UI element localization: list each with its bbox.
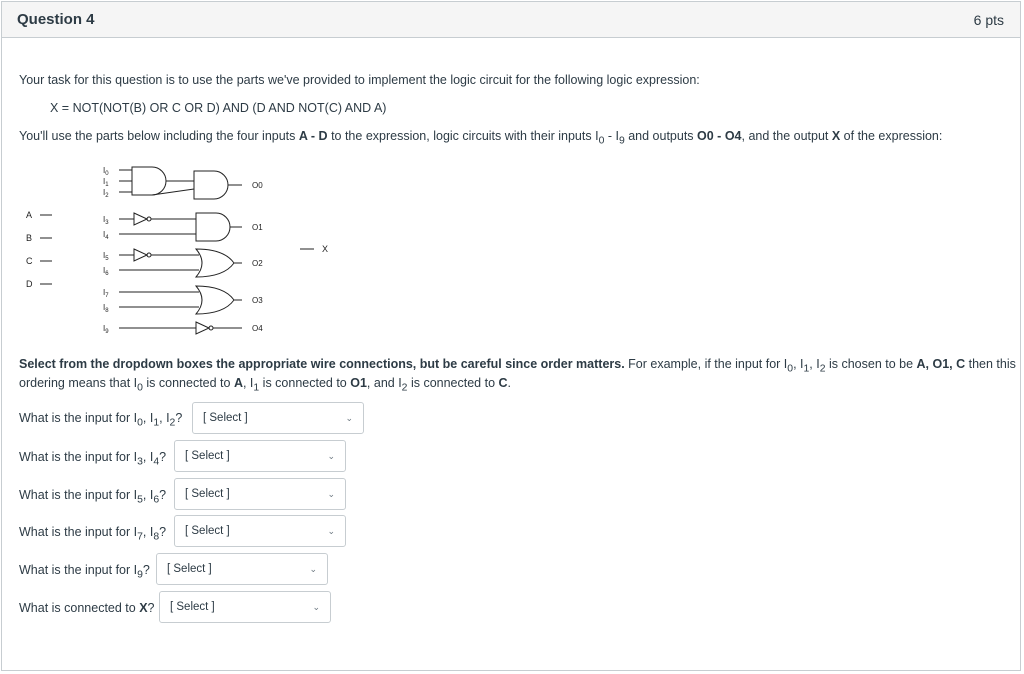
question-i5-i6-label: What is the input for $I_5$, $I_6$?	[19, 488, 167, 506]
chevron-down-icon: ⌄	[345, 412, 353, 423]
and-gate-1	[132, 167, 166, 195]
chevron-down-icon: ⌄	[327, 525, 335, 536]
parts-text: You'll use the parts below including the four inputs A - D to the expression, logic circuits with their inputs $I_0 - I_9$ and outputs O0 - O4, and the output X of the expression:	[19, 129, 943, 147]
question-i0-i1-i2-label: What is the input for $I_0$, $I_1$, $I_2$?	[19, 411, 183, 429]
select-value: [ Select ]	[185, 525, 230, 537]
output-label-o4: O4	[252, 324, 263, 333]
input-label-b: B	[26, 233, 33, 243]
gate-input-label-i7: $I_7$	[103, 288, 109, 299]
task-text: Your task for this question is to use the parts we've provided to implement the logic circuit for the following logic expression:	[19, 73, 700, 87]
chevron-down-icon: ⌄	[312, 601, 320, 612]
not-gate-3	[196, 322, 209, 334]
select-value: [ Select ]	[185, 450, 230, 462]
chevron-down-icon: ⌄	[327, 450, 335, 461]
circuit-diagram	[2, 2, 1022, 347]
output-label-o2: O2	[252, 259, 263, 268]
select-i9[interactable]	[156, 553, 328, 585]
select-value: [ Select ]	[203, 412, 248, 424]
gate-input-label-i4: $I_4$	[103, 230, 109, 241]
and-gate-3	[196, 213, 230, 241]
question-card	[1, 1, 1021, 671]
input-label-a: A	[26, 210, 33, 220]
instructions-line-1: Select from the dropdown boxes the appropriate wire connections, but be careful since order matters. For example, if the input for $I_0$, $I_1$, $I_2$ is chosen to be A, O1, C then this	[19, 357, 1016, 375]
select-value: [ Select ]	[185, 488, 230, 500]
gate-input-label-i9: $I_9$	[103, 324, 109, 335]
or-gate-1	[196, 249, 234, 277]
question-i9-label: What is the input for $I_9$?	[19, 563, 150, 581]
gate-input-label-i6: $I_6$	[103, 266, 109, 277]
gate-input-label-i1: $I_1$	[103, 177, 109, 188]
question-title: Question 4	[17, 11, 95, 28]
gate-input-label-i0: $I_0$	[103, 166, 109, 177]
question-i7-i8-label: What is the input for $I_7$, $I_8$?	[19, 525, 167, 543]
input-label-d: D	[26, 279, 33, 289]
output-label-o1: O1	[252, 223, 263, 232]
chevron-down-icon: ⌄	[309, 563, 317, 574]
select-i3-i4[interactable]	[174, 440, 346, 472]
logic-expression: X = NOT(NOT(B) OR C OR D) AND (D AND NOT(C) AND A)	[50, 101, 387, 115]
select-x[interactable]	[159, 591, 331, 623]
select-i0-i1-i2[interactable]	[192, 402, 364, 434]
input-label-c: C	[26, 256, 33, 266]
question-points: 6 pts	[973, 11, 1004, 28]
chevron-down-icon: ⌄	[327, 488, 335, 499]
select-i7-i8[interactable]	[174, 515, 346, 547]
and-gate-2	[194, 171, 228, 199]
question-i3-i4-label: What is the input for $I_3$, $I_4$?	[19, 450, 167, 468]
not-gate-1	[134, 213, 147, 225]
instructions-line-2: ordering means that $I_0$ is connected to A, $I_1$ is connected to O1, and $I_2$ is connected to C.	[19, 376, 512, 394]
output-label-x: X	[322, 244, 329, 254]
select-value: [ Select ]	[167, 563, 212, 575]
not-gate-2	[134, 249, 147, 261]
or-gate-2	[196, 286, 234, 314]
select-value: [ Select ]	[170, 601, 215, 613]
select-i5-i6[interactable]	[174, 478, 346, 510]
question-x-label: What is connected to X?	[19, 601, 155, 615]
gate-input-label-i5: $I_5$	[103, 251, 109, 262]
gate-input-label-i8: $I_8$	[103, 303, 109, 314]
gate-input-label-i3: $I_3$	[103, 215, 109, 226]
gate-input-label-i2: $I_2$	[103, 188, 109, 199]
output-label-o3: O3	[252, 296, 263, 305]
output-label-o0: O0	[252, 181, 263, 190]
